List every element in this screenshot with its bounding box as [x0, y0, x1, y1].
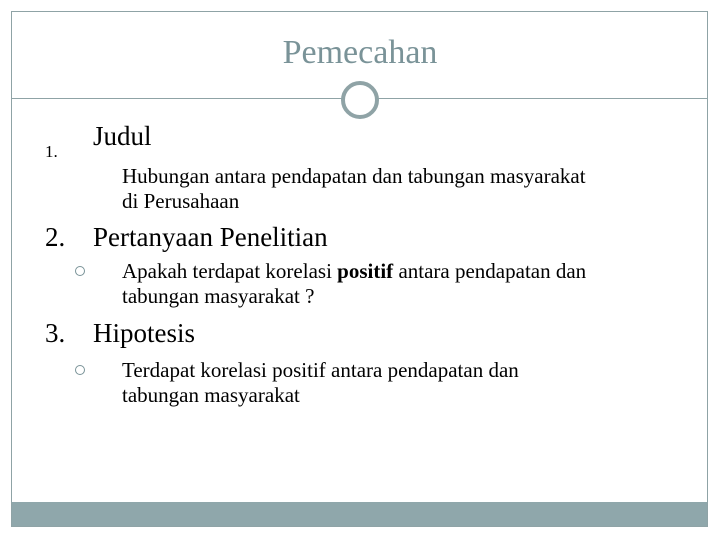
title-divider-right [378, 98, 707, 99]
section-number: 3. [45, 318, 66, 348]
section-heading: Judul [93, 121, 152, 151]
section-number: 2. [45, 222, 66, 252]
slide-title: Pemecahan [282, 34, 438, 71]
section-number: 1. [45, 142, 58, 161]
body-line: Apakah terdapat korelasi positif antara pendapatan dan [122, 259, 587, 283]
section-body [122, 164, 586, 214]
section-heading: Hipotesis [93, 318, 196, 348]
section-body [122, 259, 586, 309]
body-line: Terdapat korelasi positif antara pendapatan dan [122, 358, 519, 382]
emphasis-text: positif [337, 259, 394, 283]
ring-ornament-icon [341, 81, 379, 119]
section-heading: Pertanyaan Penelitian [93, 222, 328, 252]
title-divider-left [12, 98, 342, 99]
section-body [122, 358, 519, 408]
body-line: tabungan masyarakat ? [122, 284, 315, 308]
body-line: tabungan masyarakat [122, 383, 300, 407]
body-line: di Perusahaan [122, 189, 240, 213]
bullet-ring-icon [75, 266, 85, 276]
footer-band [12, 502, 707, 526]
body-line: Hubungan antara pendapatan dan tabungan masyarakat [122, 164, 586, 188]
bullet-ring-icon [75, 365, 85, 375]
